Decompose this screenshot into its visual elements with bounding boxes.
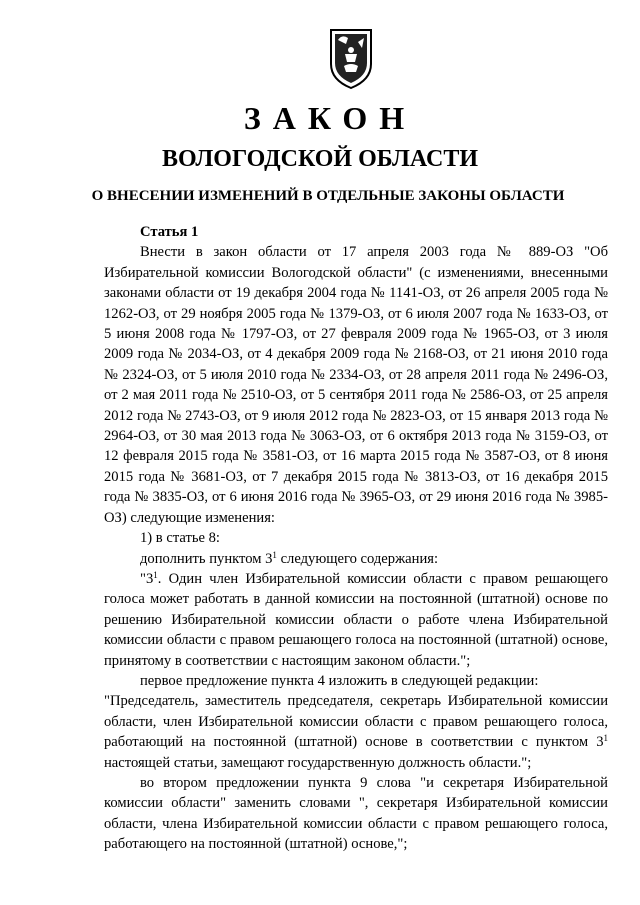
superscript: 1 — [153, 569, 158, 580]
add-point-text-end: следующего содержания: — [276, 550, 439, 567]
superscript: 1 — [603, 733, 608, 744]
item-1: 1) в статье 8: — [140, 530, 220, 547]
point-9-paragraph: во втором предложении пункта 9 слова "и секретаря Избирательной комиссии области" заменить словами ", секретаря Избирательной комиссии области, члена Избирательной комиссии области с правом решающего голоса, работающего на постоянной (штатной) основе,"; — [104, 774, 608, 853]
point-4-intro: первое предложение пункта 4 изложить в следующей редакции: — [140, 672, 539, 689]
vologda-coat-of-arms-icon — [328, 28, 374, 90]
article-heading: Статья 1 — [140, 224, 199, 240]
superscript: 1 — [272, 549, 277, 560]
article-intro: Внести в закон области от 17 апреля 2003 года № 889-ОЗ "Об Избирательной комиссии Вологодской области" (с изменениями, внесенными законами области от 19 декабря 2004 года № 1141-ОЗ, от 26 апреля 2005 года № 1262-ОЗ, от 29 ноября 2005 года № 1379-ОЗ, от 6 июля 2007 года № 1633-ОЗ, от 5 июня 2008 года № 1797-ОЗ, от 27 февраля 2009 года № 1965-ОЗ, от 3 июля 2009 года № 2034-ОЗ, от 4 декабря 2009 года № 2168-ОЗ, от 21 июня 2010 года № 2324-ОЗ, от 5 июля 2010 года № 2334-ОЗ, от 28 апреля 2011 года № 2496-ОЗ, от 2 мая 2011 года № 2510-ОЗ, от 5 сентября 2011 года № 2586-ОЗ, от 25 апреля 2012 года № 2743-ОЗ, от 9 июля 2012 года № 2823-ОЗ, от 15 января 2013 года № 2964-ОЗ, от 30 мая 2013 года № 3063-ОЗ, от 6 октября 2013 года № 3159-ОЗ, от 12 февраля 2015 года № 3581-ОЗ, от 16 марта 2015 года № 3587-ОЗ, от 8 июня 2015 года № 3681-ОЗ, от 7 декабря 2015 года № 3813-ОЗ, от 16 декабря 2015 года № 3835-ОЗ, от 6 июня 2016 года № 3965-ОЗ, от 29 июня 2016 года № 3985-ОЗ) следующие изменения: — [104, 244, 608, 526]
point-4-text-end: настоящей статьи, замещают государственную должность области."; — [104, 754, 532, 771]
region-title: ВОЛОГОДСКОЙ ОБЛАСТИ — [161, 146, 479, 172]
document-body — [104, 222, 608, 855]
point-4-paragraph — [104, 691, 608, 773]
law-subject: О ВНЕСЕНИИ ИЗМЕНЕНИЙ В ОТДЕЛЬНЫЕ ЗАКОНЫ ОБЛАСТИ — [91, 188, 565, 204]
add-point-paragraph — [104, 549, 608, 569]
point-3-1-text: . Один член Избирательной комиссии области с правом решающего голоса может работать в данной комиссии на постоянной (штатной) основе по решению Избирательной комиссии области о работе члена Избирательной комиссии области с правом решающего голоса на постоянной (штатной) основе, принятому в соответствии с настоящим законом области."; — [104, 570, 608, 669]
law-title: ЗАКОН — [243, 100, 417, 136]
add-point-text: дополнить пунктом 3 — [140, 550, 273, 567]
point-3-1-number: "3 — [140, 570, 154, 587]
point-3-1-paragraph — [104, 569, 608, 671]
point-4-text: "Председатель, заместитель председателя, секретарь Избирательной комиссии области, член Избирательной комиссии области с правом решающего голоса, работающий на постоянной (штатной) основе в соответствии с пунктом 3 — [104, 693, 608, 751]
